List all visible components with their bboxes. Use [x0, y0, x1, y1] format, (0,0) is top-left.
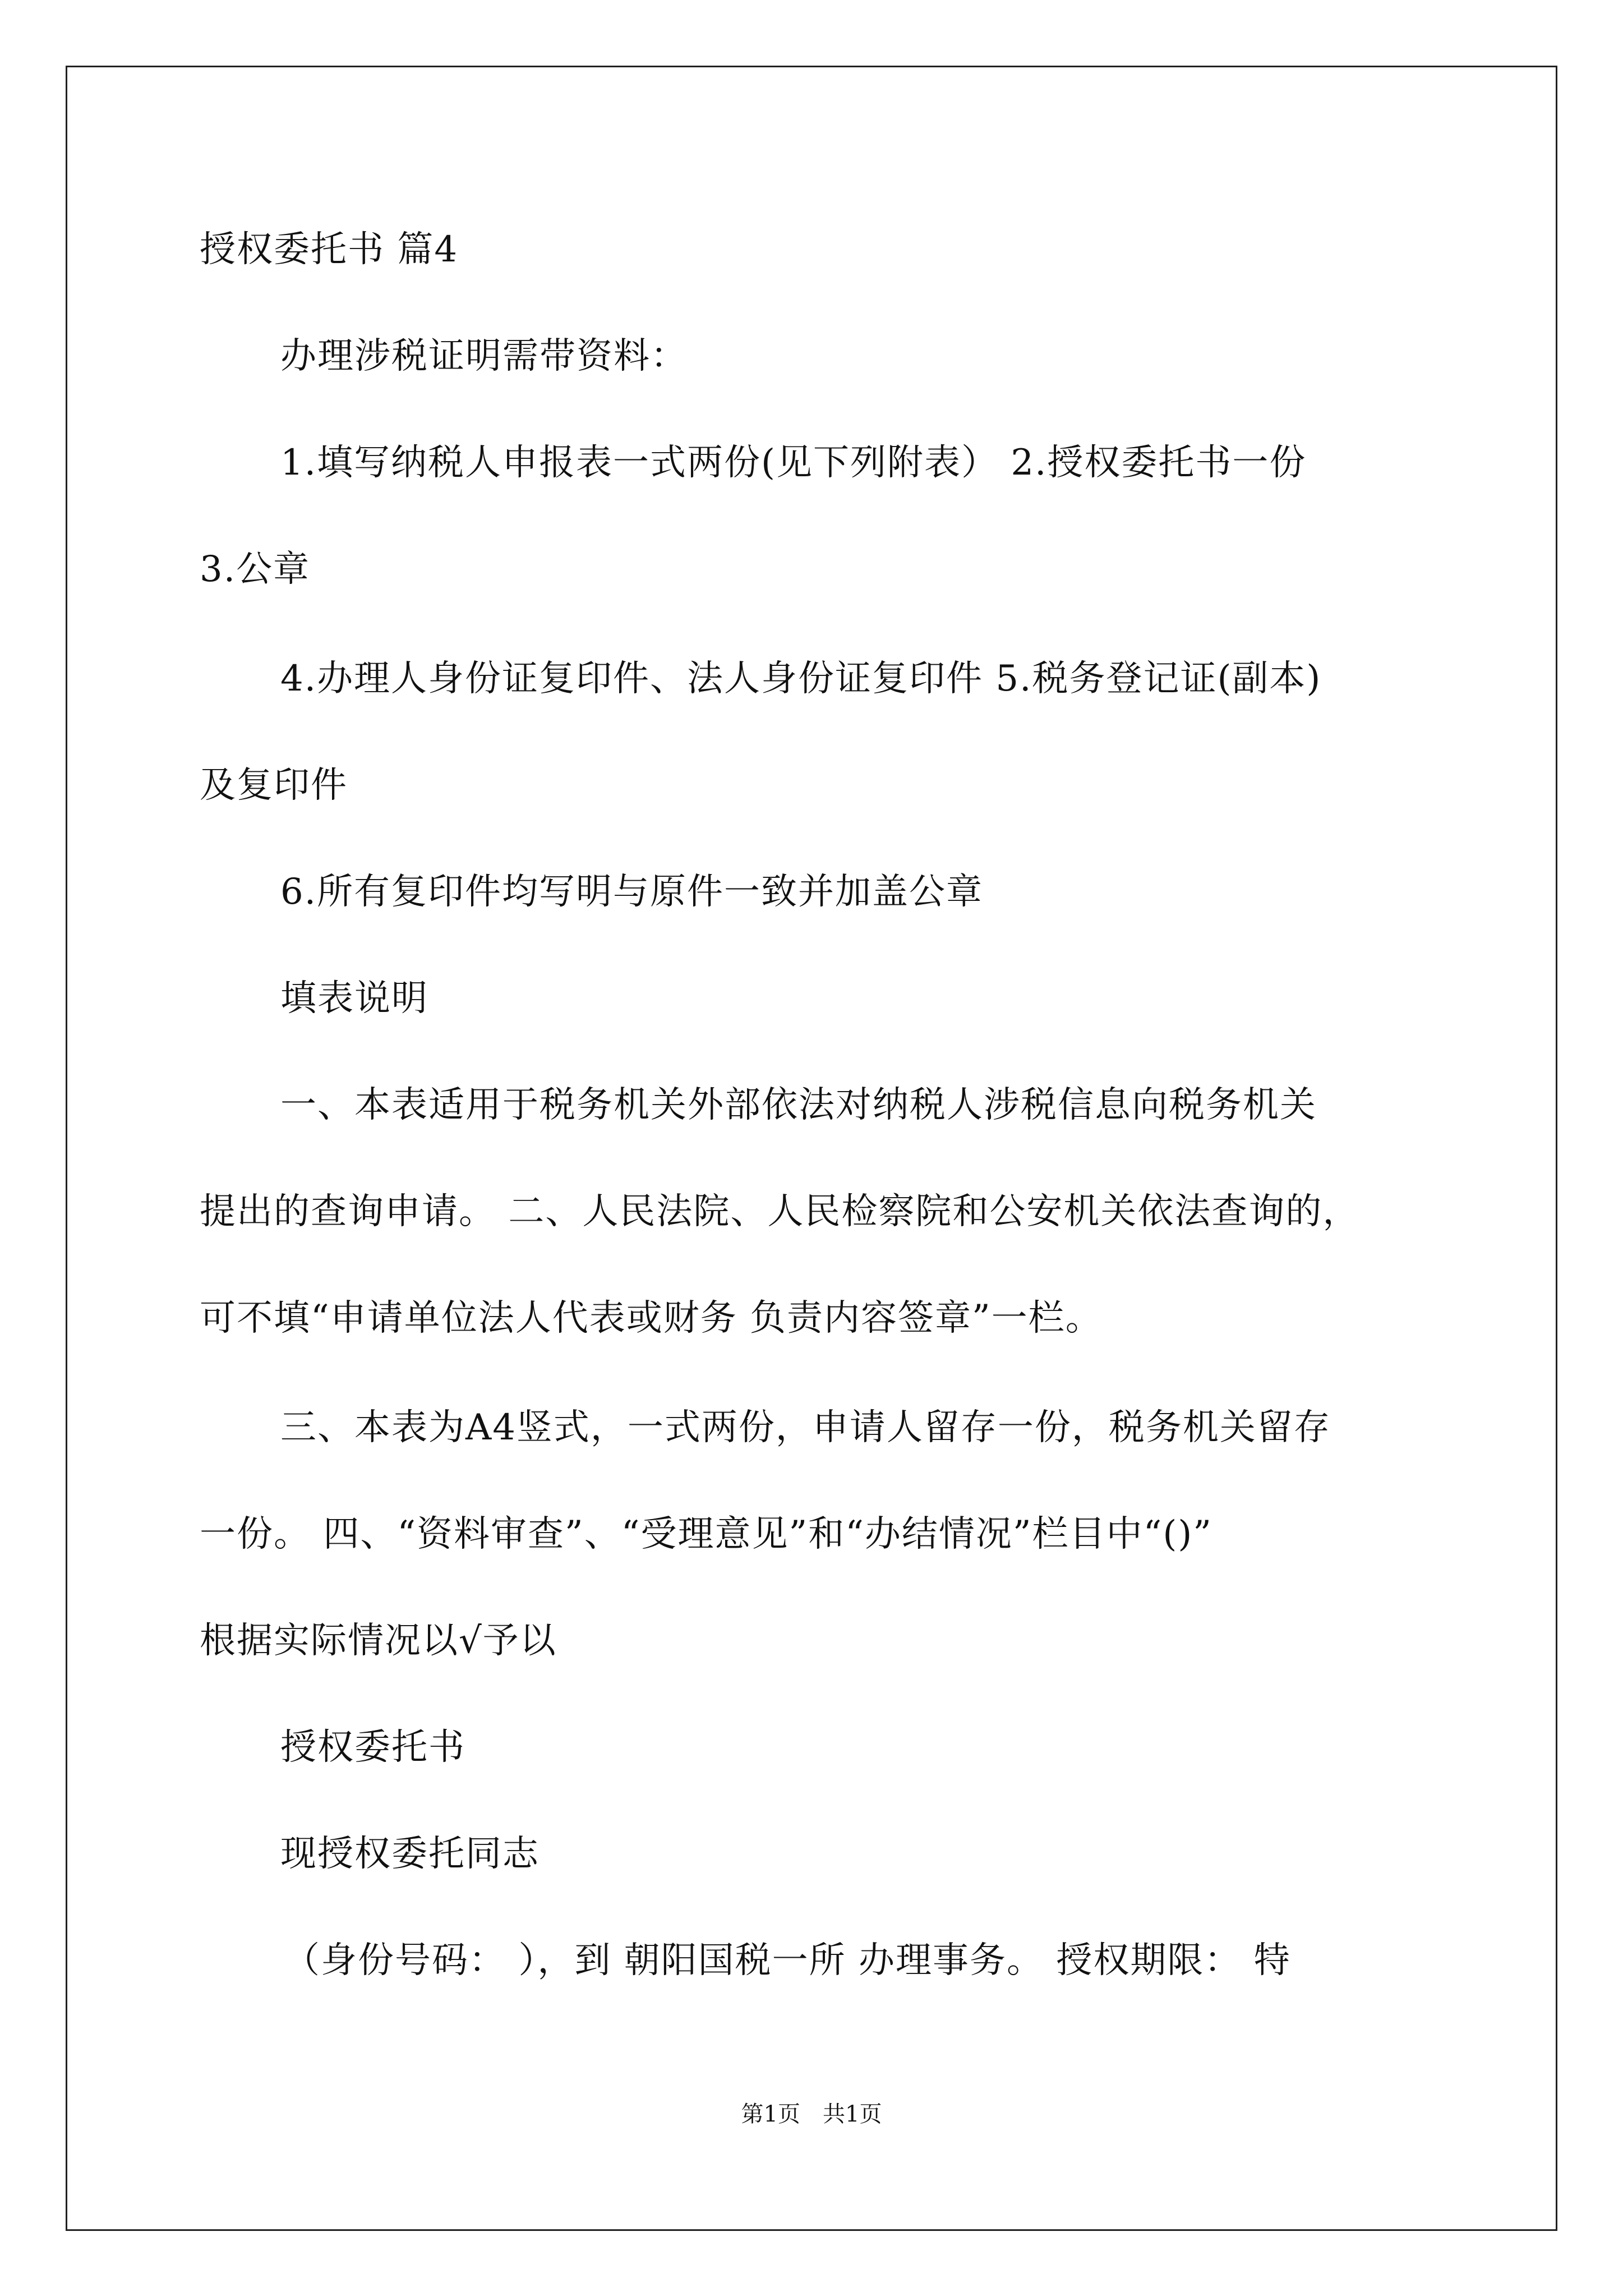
- doc-line: 授权委托书: [280, 1727, 465, 1768]
- doc-line: 一、本表适用于税务机关外部依法对纳税人涉税信息向税务机关: [280, 1084, 1317, 1126]
- doc-line: 现授权委托同志: [280, 1833, 540, 1875]
- doc-line: 1.填写纳税人申报表一式两份(见下列附表） 2.授权委托书一份: [280, 442, 1307, 484]
- doc-line: 办理涉税证明需带资料：: [280, 335, 688, 377]
- doc-line: 6.所有复印件均写明与原件一致并加盖公章: [280, 871, 984, 913]
- doc-line: 根据实际情况以√予以: [200, 1620, 557, 1662]
- doc-line: （身份号码： ），到 朝阳国税一所 办理事务。 授权期限： 特: [284, 1940, 1291, 1981]
- doc-line: 三、本表为A4竖式，一式两份，申请人留存一份，税务机关留存: [280, 1407, 1331, 1448]
- doc-line: 一份。 四、“资料审查”、“受理意见”和“办结情况”栏目中“()”: [200, 1513, 1213, 1555]
- doc-title: 授权委托书 篇4: [200, 229, 459, 270]
- doc-line: 3.公章: [200, 549, 311, 590]
- doc-line: 可不填“申请单位法人代表或财务 负责内容签章”一栏。: [200, 1297, 1103, 1339]
- page-number-footer: 第1页 共1页: [741, 2101, 882, 2127]
- doc-line: 4.办理人身份证复印件、法人身份证复印件 5.税务登记证(副本): [280, 658, 1322, 700]
- doc-line: 提出的查询申请。 二、人民法院、人民检察院和公安机关依法查询的，: [200, 1191, 1360, 1232]
- doc-line: 填表说明: [280, 978, 428, 1019]
- doc-line: 及复印件: [200, 765, 348, 806]
- page-border: [66, 66, 1557, 2231]
